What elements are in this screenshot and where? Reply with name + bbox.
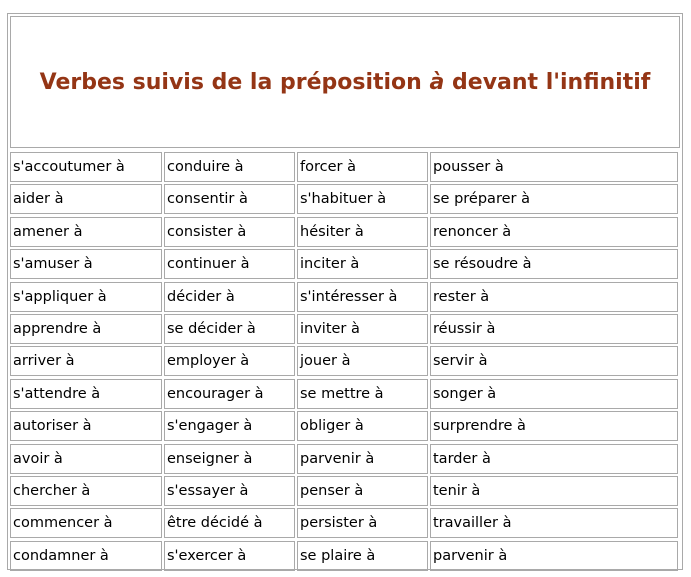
verb-cell: tarder à [430,444,678,474]
table-row [10,346,680,376]
verb-cell: hésiter à [297,217,428,247]
verb-cell: s'amuser à [10,249,162,279]
verb-cell: penser à [297,476,428,506]
verb-cell: inciter à [297,249,428,279]
table-row [10,184,680,214]
verb-cell: consister à [164,217,295,247]
verb-cell: renoncer à [430,217,678,247]
table-row [10,314,680,344]
verb-cell: forcer à [297,152,428,182]
title-cell [10,16,680,148]
title-preposition: à [429,69,445,95]
title-text-start: Verbes suivis de la préposition [39,69,430,95]
verb-cell: songer à [430,379,678,409]
verb-cell: obliger à [297,411,428,441]
verb-cell: arriver à [10,346,162,376]
verb-cell: employer à [164,346,295,376]
table-row [10,379,680,409]
verb-cell: pousser à [430,152,678,182]
verb-cell: parvenir à [430,541,678,571]
verb-cell: s'appliquer à [10,282,162,312]
verb-cell: chercher à [10,476,162,506]
verb-cell: condamner à [10,541,162,571]
verb-cell: enseigner à [164,444,295,474]
verb-cell: continuer à [164,249,295,279]
table-row [10,508,680,538]
verb-cell: aider à [10,184,162,214]
title-text-end: devant l'infinitif [444,69,651,95]
table-row [10,282,680,312]
verb-cell: travailler à [430,508,678,538]
verb-cell: s'intéresser à [297,282,428,312]
verb-cell: s'exercer à [164,541,295,571]
verb-cell: surprendre à [430,411,678,441]
verb-cell: s'essayer à [164,476,295,506]
table-row [10,476,680,506]
verb-cell: autoriser à [10,411,162,441]
verb-cell: encourager à [164,379,295,409]
verb-cell: être décidé à [164,508,295,538]
verb-cell: servir à [430,346,678,376]
verb-cell: se résoudre à [430,249,678,279]
table-title [40,70,651,95]
verb-cell: apprendre à [10,314,162,344]
table-row [10,249,680,279]
verb-cell: se décider à [164,314,295,344]
verb-cell: s'engager à [164,411,295,441]
table-row [10,411,680,441]
verb-cell: commencer à [10,508,162,538]
table-row [10,444,680,474]
verb-cell: se mettre à [297,379,428,409]
verb-cell: parvenir à [297,444,428,474]
table-row [10,217,680,247]
verb-cell: consentir à [164,184,295,214]
verb-grid [10,152,680,573]
verb-cell: inviter à [297,314,428,344]
table-row [10,541,680,571]
verb-cell: s'habituer à [297,184,428,214]
verb-cell: jouer à [297,346,428,376]
verb-cell: réussir à [430,314,678,344]
verb-cell: amener à [10,217,162,247]
verb-cell: tenir à [430,476,678,506]
verb-cell: s'accoutumer à [10,152,162,182]
verb-cell: se préparer à [430,184,678,214]
verb-cell: avoir à [10,444,162,474]
verb-cell: rester à [430,282,678,312]
verb-cell: persister à [297,508,428,538]
verb-table [7,13,683,570]
verb-cell: se plaire à [297,541,428,571]
verb-cell: conduire à [164,152,295,182]
verb-cell: décider à [164,282,295,312]
table-row [10,152,680,182]
verb-cell: s'attendre à [10,379,162,409]
